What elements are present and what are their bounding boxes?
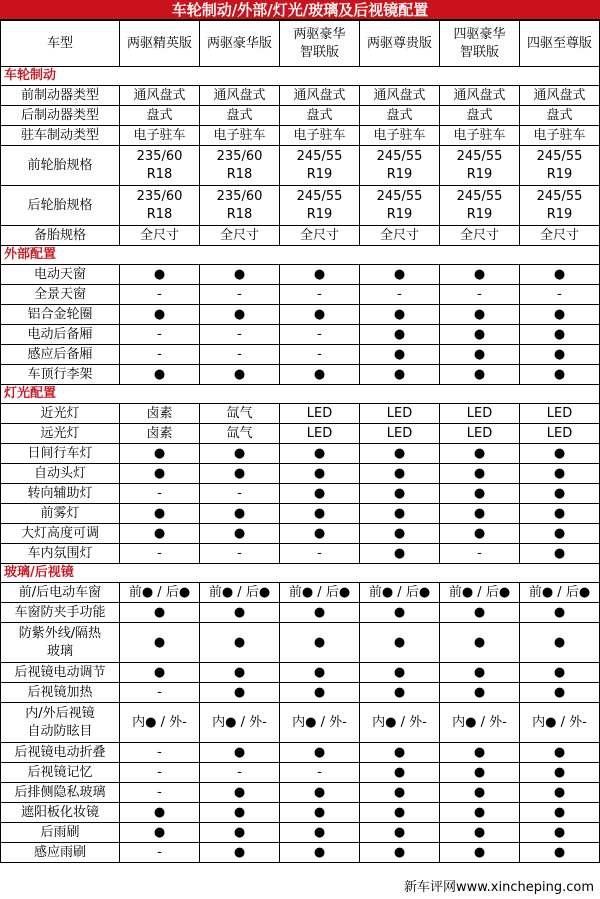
spec-value: 前● / 后● — [200, 583, 280, 603]
spec-label: 电动后备厢 — [1, 325, 120, 345]
spec-value: ● — [440, 623, 520, 663]
spec-row — [1, 683, 600, 703]
spec-value: ● — [440, 743, 520, 763]
spec-value: LED — [360, 404, 440, 424]
spec-value: ● — [280, 524, 360, 544]
spec-row — [1, 126, 600, 146]
spec-row — [1, 464, 600, 484]
spec-row — [1, 524, 600, 544]
spec-value: ● — [360, 683, 440, 703]
spec-value: 前● / 后● — [440, 583, 520, 603]
spec-value: ● — [360, 325, 440, 345]
spec-value: - — [200, 285, 280, 305]
spec-label: 车顶行李架 — [1, 365, 120, 385]
spec-label: 前雾灯 — [1, 504, 120, 524]
spec-value: ● — [280, 803, 360, 823]
spec-value: ● — [280, 265, 360, 285]
spec-value: ● — [280, 484, 360, 504]
spec-row — [1, 365, 600, 385]
spec-value: 内● / 外- — [440, 703, 520, 743]
spec-value: ● — [120, 524, 200, 544]
spec-value: ● — [440, 305, 520, 325]
spec-label: 内/外后视镜 自动防眩目 — [1, 703, 120, 743]
spec-value: - — [280, 544, 360, 564]
spec-value: ● — [280, 823, 360, 843]
spec-label: 后雨刷 — [1, 823, 120, 843]
spec-row — [1, 783, 600, 803]
spec-row — [1, 444, 600, 464]
spec-value: 电子驻车 — [120, 126, 200, 146]
spec-row — [1, 504, 600, 524]
spec-value: 电子驻车 — [280, 126, 360, 146]
section-header — [1, 67, 600, 86]
spec-value: ● — [280, 365, 360, 385]
spec-value: 全尺寸 — [280, 226, 360, 246]
spec-row — [1, 285, 600, 305]
spec-value: - — [120, 484, 200, 504]
spec-value: ● — [440, 763, 520, 783]
spec-label: 后制动器类型 — [1, 106, 120, 126]
spec-row — [1, 106, 600, 126]
spec-label: 遮阳板化妆镜 — [1, 803, 120, 823]
spec-value: 内● / 外- — [280, 703, 360, 743]
spec-value: 全尺寸 — [120, 226, 200, 246]
trim-header: 四驱豪华 智联版 — [440, 21, 520, 67]
spec-value: ● — [200, 783, 280, 803]
spec-value: ● — [520, 504, 600, 524]
spec-row — [1, 583, 600, 603]
spec-value: ● — [520, 663, 600, 683]
section-title: 玻璃/后视镜 — [1, 564, 600, 583]
spec-value: ● — [520, 464, 600, 484]
spec-value: ● — [360, 544, 440, 564]
spec-label: 后轮胎规格 — [1, 186, 120, 226]
spec-value: - — [200, 484, 280, 504]
spec-value: ● — [280, 683, 360, 703]
spec-value: - — [280, 763, 360, 783]
spec-label: 日间行车灯 — [1, 444, 120, 464]
spec-value: ● — [120, 603, 200, 623]
spec-value: ● — [200, 365, 280, 385]
spec-value: 电子驻车 — [520, 126, 600, 146]
spec-value: ● — [520, 803, 600, 823]
spec-value: LED — [280, 404, 360, 424]
spec-value: ● — [440, 504, 520, 524]
spec-value: ● — [520, 345, 600, 365]
spec-label: 车内氛围灯 — [1, 544, 120, 564]
spec-value: - — [120, 783, 200, 803]
spec-value: ● — [360, 763, 440, 783]
spec-value: ● — [200, 265, 280, 285]
spec-value: 全尺寸 — [520, 226, 600, 246]
spec-value: 氙气 — [200, 404, 280, 424]
spec-value: ● — [200, 823, 280, 843]
spec-row — [1, 743, 600, 763]
spec-label: 近光灯 — [1, 404, 120, 424]
spec-value: ● — [280, 464, 360, 484]
spec-value: ● — [360, 484, 440, 504]
spec-value: ● — [520, 623, 600, 663]
spec-value: 235/60 R18 — [200, 146, 280, 186]
spec-value: ● — [360, 663, 440, 683]
spec-row — [1, 345, 600, 365]
spec-value: ● — [200, 504, 280, 524]
spec-value: ● — [120, 365, 200, 385]
spec-row — [1, 186, 600, 226]
spec-row — [1, 803, 600, 823]
spec-value: ● — [200, 743, 280, 763]
spec-value: ● — [440, 325, 520, 345]
spec-row — [1, 484, 600, 504]
spec-value: 通风盘式 — [280, 86, 360, 106]
spec-value: 前● / 后● — [520, 583, 600, 603]
spec-value: 245/55 R19 — [440, 146, 520, 186]
spec-value: 内● / 外- — [200, 703, 280, 743]
spec-value: 前● / 后● — [280, 583, 360, 603]
spec-value: LED — [440, 404, 520, 424]
spec-label: 后视镜电动折叠 — [1, 743, 120, 763]
spec-value: ● — [200, 683, 280, 703]
spec-value: - — [120, 285, 200, 305]
spec-label: 转向辅助灯 — [1, 484, 120, 504]
spec-value: ● — [200, 603, 280, 623]
spec-value: LED — [520, 404, 600, 424]
spec-value: LED — [280, 424, 360, 444]
spec-value: ● — [440, 464, 520, 484]
trim-header: 两驱豪华版 — [200, 21, 280, 67]
spec-value: 内● / 外- — [520, 703, 600, 743]
spec-label: 前/后电动车窗 — [1, 583, 120, 603]
spec-value: 245/55 R19 — [280, 146, 360, 186]
spec-value: ● — [520, 544, 600, 564]
spec-value: ● — [120, 265, 200, 285]
spec-value: ● — [200, 663, 280, 683]
section-header — [1, 246, 600, 265]
spec-row — [1, 663, 600, 683]
trim-header: 两驱精英版 — [120, 21, 200, 67]
spec-row — [1, 843, 600, 863]
spec-value: ● — [200, 623, 280, 663]
spec-value: 245/55 R19 — [280, 186, 360, 226]
section-header — [1, 385, 600, 404]
spec-value: 245/55 R19 — [520, 146, 600, 186]
spec-value: ● — [520, 524, 600, 544]
spec-value: - — [360, 285, 440, 305]
spec-value: ● — [280, 663, 360, 683]
spec-value: ● — [440, 484, 520, 504]
spec-value: ● — [280, 444, 360, 464]
spec-value: ● — [120, 305, 200, 325]
spec-value: 245/55 R19 — [440, 186, 520, 226]
spec-value: ● — [440, 265, 520, 285]
spec-value: ● — [120, 623, 200, 663]
spec-value: ● — [120, 663, 200, 683]
spec-value: ● — [440, 823, 520, 843]
spec-value: ● — [360, 843, 440, 863]
trim-header: 两驱豪华 智联版 — [280, 21, 360, 67]
spec-value: ● — [520, 305, 600, 325]
spec-label: 驻车制动类型 — [1, 126, 120, 146]
spec-value: - — [280, 345, 360, 365]
spec-value: 电子驻车 — [200, 126, 280, 146]
spec-value: - — [280, 285, 360, 305]
spec-label: 前制动器类型 — [1, 86, 120, 106]
spec-label: 后排侧隐私玻璃 — [1, 783, 120, 803]
spec-value: ● — [360, 504, 440, 524]
spec-value: ● — [440, 365, 520, 385]
spec-value: ● — [280, 743, 360, 763]
trim-header: 两驱尊贵版 — [360, 21, 440, 67]
spec-value: 前● / 后● — [360, 583, 440, 603]
header-label: 车型 — [1, 21, 120, 67]
spec-value: ● — [280, 783, 360, 803]
spec-value: 通风盘式 — [440, 86, 520, 106]
spec-value: 盘式 — [520, 106, 600, 126]
spec-value: 全尺寸 — [440, 226, 520, 246]
section-title: 车轮制动 — [1, 67, 600, 86]
spec-value: ● — [360, 265, 440, 285]
spec-value: ● — [120, 823, 200, 843]
spec-value: - — [520, 285, 600, 305]
spec-table — [0, 20, 600, 863]
spec-value: 前● / 后● — [120, 583, 200, 603]
spec-value: ● — [520, 683, 600, 703]
spec-label: 电动天窗 — [1, 265, 120, 285]
spec-value: ● — [120, 444, 200, 464]
spec-row — [1, 703, 600, 743]
spec-row — [1, 424, 600, 444]
spec-value: ● — [360, 444, 440, 464]
spec-value: 氙气 — [200, 424, 280, 444]
spec-value: ● — [440, 345, 520, 365]
spec-label: 远光灯 — [1, 424, 120, 444]
spec-value: 通风盘式 — [360, 86, 440, 106]
spec-value: - — [120, 325, 200, 345]
spec-value: LED — [440, 424, 520, 444]
spec-value: ● — [200, 843, 280, 863]
spec-row — [1, 226, 600, 246]
spec-value: 电子驻车 — [360, 126, 440, 146]
spec-value: ● — [360, 365, 440, 385]
page-title: 车轮制动/外部/灯光/玻璃及后视镜配置 — [0, 0, 600, 20]
spec-value: ● — [440, 663, 520, 683]
spec-value: ● — [280, 504, 360, 524]
spec-value: - — [280, 325, 360, 345]
spec-value: ● — [520, 484, 600, 504]
spec-value: ● — [360, 783, 440, 803]
spec-value: 内● / 外- — [360, 703, 440, 743]
spec-value: 245/55 R19 — [360, 186, 440, 226]
spec-value: 卤素 — [120, 404, 200, 424]
spec-value: 245/55 R19 — [360, 146, 440, 186]
spec-value: ● — [520, 743, 600, 763]
spec-value: - — [120, 683, 200, 703]
spec-value: 盘式 — [360, 106, 440, 126]
spec-value: ● — [440, 683, 520, 703]
spec-label: 大灯高度可调 — [1, 524, 120, 544]
spec-label: 自动头灯 — [1, 464, 120, 484]
spec-value: ● — [200, 464, 280, 484]
spec-label: 感应雨刷 — [1, 843, 120, 863]
spec-label: 后视镜记忆 — [1, 763, 120, 783]
spec-value: ● — [440, 803, 520, 823]
spec-value: 235/60 R18 — [120, 146, 200, 186]
spec-value: ● — [280, 305, 360, 325]
spec-value: ● — [440, 843, 520, 863]
spec-value: - — [120, 544, 200, 564]
spec-value: ● — [520, 843, 600, 863]
spec-value: ● — [280, 623, 360, 663]
spec-value: 通风盘式 — [120, 86, 200, 106]
spec-value: ● — [440, 524, 520, 544]
spec-value: ● — [360, 305, 440, 325]
spec-value: - — [120, 743, 200, 763]
spec-value: 235/60 R18 — [120, 186, 200, 226]
spec-value: 全尺寸 — [200, 226, 280, 246]
spec-row — [1, 305, 600, 325]
spec-value: ● — [520, 763, 600, 783]
spec-label: 车窗防夹手功能 — [1, 603, 120, 623]
spec-label: 备胎规格 — [1, 226, 120, 246]
spec-value: ● — [360, 464, 440, 484]
header-row — [1, 21, 600, 67]
spec-row — [1, 623, 600, 663]
spec-value: ● — [440, 783, 520, 803]
spec-value: ● — [360, 345, 440, 365]
spec-value: - — [200, 325, 280, 345]
spec-value: ● — [360, 803, 440, 823]
spec-value: 235/60 R18 — [200, 186, 280, 226]
spec-value: LED — [520, 424, 600, 444]
spec-value: ● — [520, 325, 600, 345]
spec-value: 通风盘式 — [200, 86, 280, 106]
spec-row — [1, 603, 600, 623]
spec-value: 盘式 — [200, 106, 280, 126]
spec-label: 后视镜电动调节 — [1, 663, 120, 683]
spec-value: ● — [520, 265, 600, 285]
spec-value: 盘式 — [280, 106, 360, 126]
spec-value: ● — [200, 803, 280, 823]
spec-value: ● — [520, 603, 600, 623]
spec-row — [1, 265, 600, 285]
spec-value: - — [440, 544, 520, 564]
spec-value: ● — [360, 823, 440, 843]
section-title: 外部配置 — [1, 246, 600, 265]
spec-row — [1, 325, 600, 345]
spec-value: ● — [120, 803, 200, 823]
spec-value: ● — [200, 444, 280, 464]
spec-value: ● — [440, 444, 520, 464]
spec-row — [1, 404, 600, 424]
spec-value: 通风盘式 — [520, 86, 600, 106]
spec-value: ● — [520, 365, 600, 385]
spec-row — [1, 763, 600, 783]
spec-value: - — [200, 345, 280, 365]
spec-label: 感应后备厢 — [1, 345, 120, 365]
spec-value: - — [440, 285, 520, 305]
spec-value: ● — [360, 603, 440, 623]
spec-row — [1, 823, 600, 843]
spec-value: - — [120, 763, 200, 783]
spec-value: ● — [520, 444, 600, 464]
spec-value: ● — [360, 524, 440, 544]
spec-value: 245/55 R19 — [520, 186, 600, 226]
spec-row — [1, 146, 600, 186]
spec-value: ● — [360, 623, 440, 663]
section-title: 灯光配置 — [1, 385, 600, 404]
watermark-footer: 新车评网www.xincheping.com — [403, 880, 594, 895]
spec-value: ● — [440, 603, 520, 623]
spec-value: - — [120, 345, 200, 365]
spec-value: ● — [520, 823, 600, 843]
spec-value: 内● / 外- — [120, 703, 200, 743]
spec-value: ● — [520, 783, 600, 803]
spec-value: ● — [200, 524, 280, 544]
spec-label: 前轮胎规格 — [1, 146, 120, 186]
spec-row — [1, 544, 600, 564]
spec-row — [1, 86, 600, 106]
spec-value: 盘式 — [440, 106, 520, 126]
spec-value: 盘式 — [120, 106, 200, 126]
spec-value: 卤素 — [120, 424, 200, 444]
trim-header: 四驱至尊版 — [520, 21, 600, 67]
section-header — [1, 564, 600, 583]
spec-value: 全尺寸 — [360, 226, 440, 246]
spec-value: ● — [200, 305, 280, 325]
spec-value: ● — [360, 743, 440, 763]
spec-label: 铝合金轮圈 — [1, 305, 120, 325]
spec-label: 全景天窗 — [1, 285, 120, 305]
spec-value: - — [200, 763, 280, 783]
spec-value: - — [200, 544, 280, 564]
spec-value: 电子驻车 — [440, 126, 520, 146]
spec-label: 防紫外线/隔热 玻璃 — [1, 623, 120, 663]
spec-value: ● — [280, 843, 360, 863]
spec-label: 后视镜加热 — [1, 683, 120, 703]
spec-value: ● — [120, 504, 200, 524]
spec-value: LED — [360, 424, 440, 444]
spec-value: - — [120, 843, 200, 863]
spec-value: ● — [120, 464, 200, 484]
spec-value: ● — [280, 603, 360, 623]
